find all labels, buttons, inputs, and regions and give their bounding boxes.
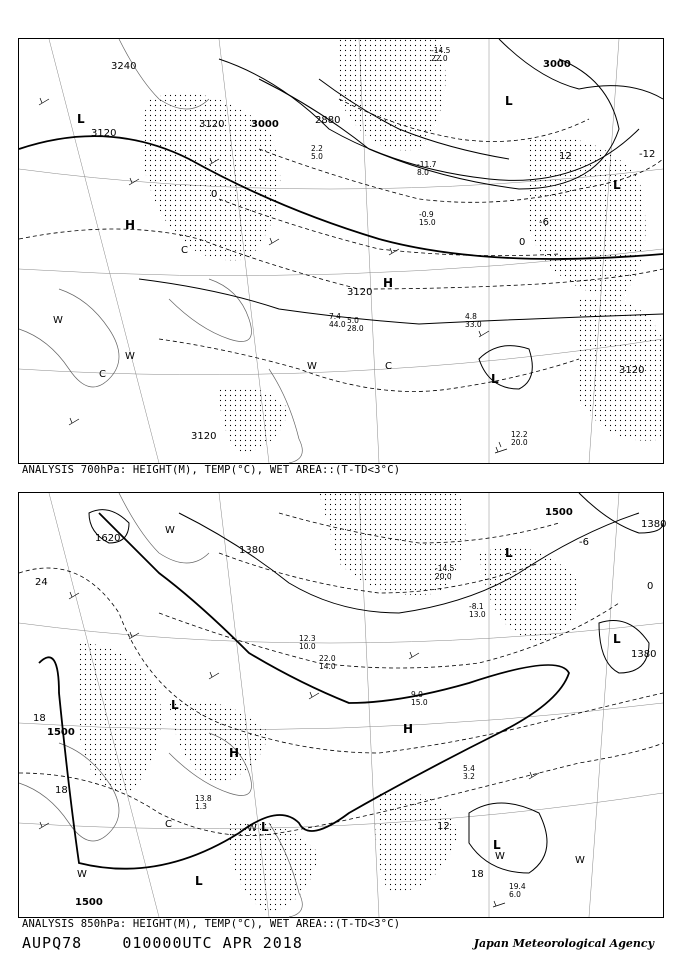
warm-marker: W [575, 855, 585, 866]
warm-cold-markers-700 [53, 245, 392, 380]
station-temp: 19.4 [509, 882, 526, 891]
height-label: 1500 [545, 507, 573, 518]
station-dewpoint: 22.0 [431, 54, 448, 63]
height-label: 3120 [91, 128, 117, 139]
station-temp: -0.9 [419, 210, 434, 219]
low-center: L [505, 94, 513, 108]
warm-marker: W [307, 361, 317, 372]
cold-marker: C [385, 361, 392, 372]
station-temp: -8.1 [469, 602, 484, 611]
station-temp: -14.5 [431, 46, 451, 55]
height-label: 1380 [239, 545, 265, 556]
low-center: L [77, 112, 85, 126]
low-center: L [261, 820, 269, 834]
temp-label: 18 [55, 785, 68, 796]
temp-label: 0 [211, 189, 218, 200]
station-dewpoint: 44.0 [329, 320, 346, 329]
height-label: 3240 [111, 61, 137, 72]
warm-marker: W [77, 869, 87, 880]
warm-marker: W [247, 823, 257, 834]
station-dewpoint: 15.0 [419, 218, 436, 227]
height-label: 3000 [251, 119, 279, 130]
high-center: H [383, 276, 394, 290]
chart-identifier [22, 934, 303, 952]
temp-label: -6 [579, 537, 589, 548]
station-dewpoint: 5.0 [311, 152, 323, 161]
temp-label: 0 [647, 581, 654, 592]
station-temp: 5.4 [463, 764, 475, 773]
temp-label: 24 [35, 577, 48, 588]
station-temp: 12.2 [511, 430, 528, 439]
station-dewpoint: 6.0 [509, 890, 521, 899]
station-dewpoint: 28.0 [347, 324, 364, 333]
temp-label: 12 [437, 821, 450, 832]
station-temp: -11.7 [417, 160, 437, 169]
warm-marker: W [53, 315, 63, 326]
low-center: L [613, 178, 621, 192]
height-label: 1500 [47, 727, 75, 738]
map-panel-700hpa [18, 38, 664, 464]
station-dewpoint: 20.0 [511, 438, 528, 447]
temp-label: 18 [471, 869, 484, 880]
station-dewpoint: 33.0 [465, 320, 482, 329]
station-dewpoint: 10.0 [299, 642, 316, 651]
station-temp: 22.0 [319, 654, 336, 663]
station-dewpoint: 13.0 [469, 610, 486, 619]
height-label: 3120 [199, 119, 225, 130]
height-label: 3120 [619, 365, 645, 376]
warm-marker: W [125, 351, 135, 362]
low-center: L [613, 632, 621, 646]
low-center: L [493, 838, 501, 852]
map-850hpa-svg [19, 493, 667, 917]
cold-marker: C [165, 819, 172, 830]
height-label: 1380 [641, 519, 667, 530]
temp-label: -12 [639, 149, 656, 160]
low-center: L [505, 546, 513, 560]
station-dewpoint: 3.2 [463, 772, 475, 781]
low-center: L [171, 698, 179, 712]
station-temp: 12.3 [299, 634, 316, 643]
temp-label: -6 [539, 217, 549, 228]
high-center: H [125, 218, 136, 232]
low-center: L [491, 372, 499, 386]
map-700hpa-svg [19, 39, 663, 463]
height-label: 3120 [347, 287, 373, 298]
station-dewpoint: 14.0 [319, 662, 336, 671]
station-temp: 2.2 [311, 144, 323, 153]
station-temp: 4.8 [465, 312, 477, 321]
caption-850hpa: ANALYSIS 850hPa: HEIGHT(M), TEMP(°C), WET AREA::(T-TD<3°C) [22, 918, 401, 930]
station-dewpoint: 1.3 [195, 802, 207, 811]
cold-marker: C [181, 245, 188, 256]
map-panel-850hpa [18, 492, 667, 918]
temp-label: 0 [519, 237, 526, 248]
height-label: 3120 [191, 431, 217, 442]
station-dewpoint: 8.0 [417, 168, 429, 177]
low-center: L [195, 874, 203, 888]
station-dewpoint: 20.0 [435, 572, 452, 581]
temp-label: 18 [33, 713, 46, 724]
temp-label: 12 [559, 151, 572, 162]
station-dewpoint: 15.0 [411, 698, 428, 707]
cold-marker: C [99, 369, 106, 380]
warm-marker: W [165, 525, 175, 536]
station-temp: 13.8 [195, 794, 212, 803]
analysis-datetime: 010000UTC APR 2018 [122, 934, 303, 952]
station-temp: -14.5 [435, 564, 455, 573]
height-label: 1620 [95, 533, 121, 544]
bulletin-code: AUPQ78 [22, 934, 83, 952]
height-label: 1380 [631, 649, 657, 660]
station-temp: 5.0 [347, 316, 359, 325]
agency-name: Japan Meteorological Agency [473, 937, 654, 950]
caption-700hpa: ANALYSIS 700hPa: HEIGHT(M), TEMP(°C), WET AREA::(T-TD<3°C) [22, 464, 401, 476]
station-temp: 9.0 [411, 690, 423, 699]
high-center: H [403, 722, 414, 736]
wet-areas-850 [79, 493, 579, 913]
height-label: 2880 [315, 115, 341, 126]
height-label: 3000 [543, 59, 571, 70]
station-temp: 7.4 [329, 312, 341, 321]
warm-marker: W [495, 851, 505, 862]
height-label: 1500 [75, 897, 103, 908]
high-center: H [229, 746, 240, 760]
